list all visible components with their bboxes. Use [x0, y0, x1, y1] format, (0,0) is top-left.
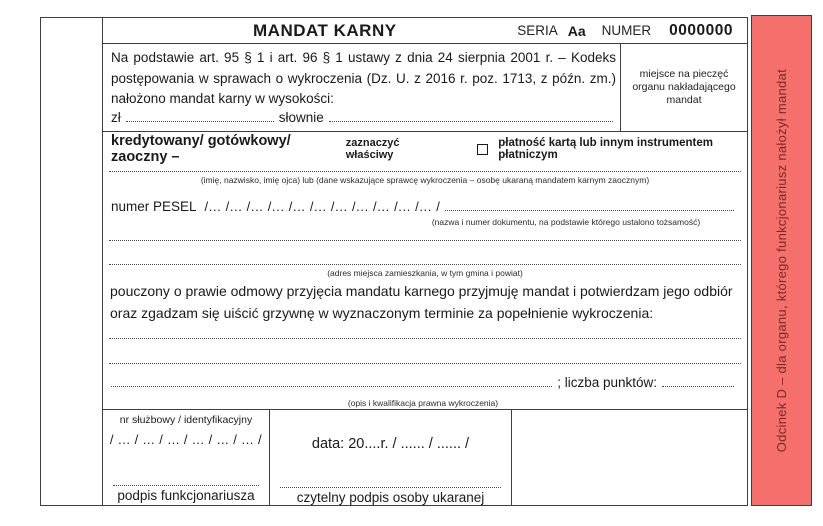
offense-caption: (opis i kwalifikacja prawna wykroczenia)	[347, 398, 499, 408]
address-caption: (adres miejsca zamieszkania, w tym gmina i powiat)	[327, 268, 523, 278]
offense-field-line-2	[109, 363, 741, 364]
legal-basis-text: Na podstawie art. 95 § 1 i art. 96 § 1 ustawy z dnia 24 sierpnia 2001 r. – Kodeks postępowania w sprawach o wykroczenia (Dz. U. z 2016 r. poz. 1713, z późn. zm.) nałożono mandat karny w wysokości:	[111, 50, 616, 106]
amount-row	[111, 110, 618, 125]
currency-label: zł	[111, 110, 121, 125]
numer-label: NUMER	[601, 23, 652, 38]
payment-options-label: kredytowany/ gotówkowy/ zaoczny –	[111, 133, 291, 165]
points-row	[111, 375, 739, 390]
mandat-form	[102, 17, 748, 506]
document-field	[445, 210, 734, 211]
stamp-placeholder-box	[620, 44, 747, 132]
points-field	[662, 386, 734, 387]
offender-cell	[270, 410, 512, 505]
card-payment-checkbox[interactable]	[477, 144, 488, 155]
identity-caption: (imię, nazwisko, imię ojca) lub (dane wskazujące sprawcę wykroczenia – osobę ukaraną mandatem karnym zaocznym)	[200, 175, 650, 185]
points-label: ; liczba punktów:	[557, 375, 657, 390]
amount-words-label: słownie	[278, 110, 324, 125]
form-header	[103, 18, 747, 44]
numer-value: 0000000	[669, 21, 733, 39]
address-field-line-2	[109, 264, 741, 265]
card-payment-label: płatność kartą lub innym instrumentem płatniczym	[498, 137, 713, 161]
offender-signature-label: czytelny podpis osoby ukaranej	[296, 490, 485, 505]
left-stub-column	[40, 17, 103, 506]
offense-field-line-3	[111, 386, 552, 387]
pesel-row	[111, 199, 739, 214]
declaration-text: pouczony o prawie odmowy przyjęcia mandatu karnego przyjmuję mandat i potwierdzam jego odbiór oraz zgadzam się uiścić grzywnę w wyznaczonym terminie za popełnienie wykroczenia:	[110, 283, 733, 321]
payment-hint-label: zaznaczyć właściwy	[345, 137, 400, 161]
officer-id-label: nr służbowy / identyfikacyjny	[119, 414, 253, 426]
empty-cell	[512, 410, 747, 505]
offender-signature-line	[280, 487, 502, 488]
officer-signature-label: podpis funkcjonariusza	[117, 488, 255, 503]
document-caption: (nazwa i numer dokumentu, na podstawie którego ustalono tożsamość)	[431, 217, 701, 227]
pesel-slots: /... /... /... /... /... /... /... /... /... /... /... /	[204, 199, 441, 214]
seria-value: Aa	[567, 22, 586, 39]
payment-type-row	[111, 133, 741, 165]
amount-digits-field	[126, 121, 274, 122]
stub-strip-label: Odcinek D – dla organu, którego funkcjonariusz nałożył mandat	[774, 68, 789, 453]
offense-field-line-1	[109, 338, 741, 339]
officer-signature-line	[113, 485, 259, 486]
stub-strip	[751, 15, 812, 506]
amount-words-field	[329, 121, 613, 122]
identity-field-line	[109, 171, 741, 172]
divider-line	[103, 131, 747, 132]
stamp-placeholder-text: miejsce na pieczęć organu nakładającego mandat	[632, 68, 736, 106]
date-field-label: data: 20....r. / ...... / ...... /	[311, 436, 470, 452]
form-title: MANDAT KARNY	[253, 20, 397, 40]
seria-label: SERIA	[517, 23, 558, 38]
signature-table	[103, 409, 747, 505]
pesel-label: numer PESEL	[111, 199, 197, 214]
address-field-line-1	[109, 240, 741, 241]
officer-id-slots: / ... / ... / ... / ... / ... / ... /	[109, 432, 263, 447]
officer-cell	[103, 410, 270, 505]
